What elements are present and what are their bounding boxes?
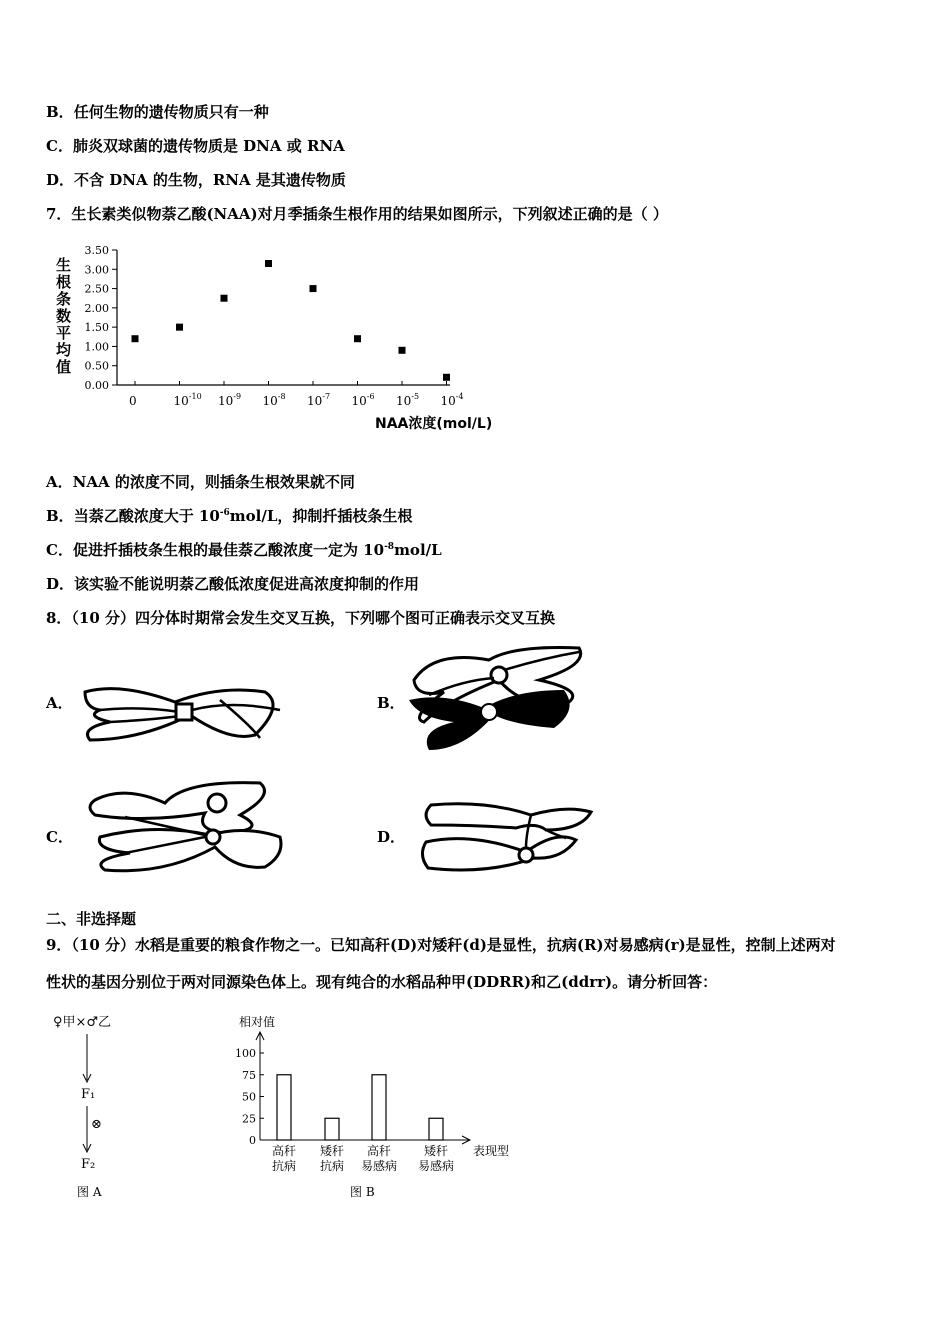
y-axis-label-char: 生 <box>56 256 72 274</box>
bar-category-label: 易感病 <box>417 1159 455 1173</box>
x-tick-label: $10^{-6}$ <box>351 392 375 408</box>
q6-option-d: D．不含 DNA 的生物，RNA 是其遗传物质 <box>46 171 346 189</box>
x-tick-label: $10^{-4}$ <box>440 392 464 408</box>
q9-line1: 9．（10 分）水稻是重要的粮食作物之一。已知高秆(D)对矮秆(d)是显性，抗病(R)对易感病(r)是显性，控制上述两对 <box>46 936 836 954</box>
x-tick-label: $10^{-5}$ <box>396 392 420 408</box>
data-point <box>399 347 406 354</box>
q8-option-a-label: A． <box>46 694 73 712</box>
data-point <box>221 295 228 302</box>
q7-option-c: C．促进扦插枝条生根的最佳萘乙酸浓度一定为 $10^{-8}mol/L$ <box>46 541 442 559</box>
chromosome-figure-b <box>404 640 594 755</box>
bar <box>429 1118 443 1140</box>
bar-category-label: 易感病 <box>360 1159 398 1173</box>
chromosome-figure-c <box>85 775 290 875</box>
q9-line2: 性状的基因分别位于两对同源染色体上。现有纯合的水稻品种甲(DDRR)和乙(ddrr)。请分析回答： <box>46 973 718 991</box>
y-tick-label: 3.50 <box>84 244 109 257</box>
cross-diagram <box>45 1010 165 1205</box>
chromosome-figure-d <box>416 800 596 872</box>
y-axis-label <box>56 256 72 376</box>
x-tick-label: $10^{-7}$ <box>307 392 331 408</box>
x-tick-label: $10^{-9}$ <box>218 392 242 408</box>
bar <box>372 1075 386 1140</box>
bar-category-label: 矮秆 <box>319 1144 345 1158</box>
q8-stem: 8．（10 分）四分体时期常会发生交叉互换，下列哪个图可正确表示交叉互换 <box>46 609 556 627</box>
x-axis-label: NAA浓度(mol/L) <box>375 416 493 432</box>
data-point <box>176 324 183 331</box>
figure-a-caption: 图 A <box>77 1185 102 1199</box>
bar <box>325 1118 339 1140</box>
q6-option-b: B．任何生物的遗传物质只有一种 <box>46 103 269 121</box>
y-axis-label-char: 数 <box>56 307 72 325</box>
bar-y-tick-label: 25 <box>242 1112 256 1126</box>
y-tick-label: 2.50 <box>84 282 109 296</box>
x-tick-label: $10^{-8}$ <box>262 392 286 408</box>
figure-b-caption: 图 B <box>350 1185 375 1199</box>
y-tick-label: 1.00 <box>84 340 109 354</box>
q8-option-d-label: D． <box>377 828 406 846</box>
bar-y-tick-label: 0 <box>249 1134 256 1147</box>
q7-option-b: B．当萘乙酸浓度大于 $10^{-6}mol/L$，抑制扦插枝条生根 <box>46 507 413 525</box>
q8-option-b-label: B． <box>377 694 405 712</box>
y-axis-label-char: 平 <box>56 324 72 342</box>
bar-y-tick-label: 100 <box>235 1047 256 1060</box>
bar-y-axis-label: 相对值 <box>239 1015 276 1029</box>
data-point <box>310 285 317 292</box>
y-tick-label: 0.00 <box>84 379 109 392</box>
data-point <box>132 335 139 342</box>
data-point <box>443 374 450 381</box>
bar-category-label: 抗病 <box>271 1159 297 1173</box>
q7-stem: 7．生长素类似物萘乙酸(NAA)对月季插条生根作用的结果如图所示，下列叙述正确的是（ ） <box>46 205 668 223</box>
q6-option-c: C．肺炎双球菌的遗传物质是 DNA 或 RNA <box>46 137 345 155</box>
q7-option-d: D．该实验不能说明萘乙酸低浓度促进高浓度抑制的作用 <box>46 575 420 593</box>
bar-category-label: 抗病 <box>319 1159 345 1173</box>
bar-x-axis-label: 表现型 <box>473 1144 510 1158</box>
bar-category-label: 矮秆 <box>423 1144 449 1158</box>
bar <box>277 1075 291 1140</box>
bar-category-label: 高秆 <box>366 1144 392 1158</box>
bar-y-tick-label: 50 <box>242 1090 256 1104</box>
cross-label: ♀甲×♂乙 <box>53 1015 112 1030</box>
phenotype-bar-chart <box>225 1010 525 1205</box>
x-tick-label: 0 <box>129 394 137 408</box>
data-point <box>354 335 361 342</box>
y-axis-label-char: 根 <box>56 273 72 291</box>
f2-label: F₂ <box>81 1157 96 1172</box>
q7-option-a: A．NAA 的浓度不同，则插条生根效果就不同 <box>46 473 355 491</box>
f1-label: F₁ <box>81 1087 96 1102</box>
y-axis-label-char: 条 <box>56 290 72 308</box>
y-tick-label: 2.00 <box>84 301 109 315</box>
y-axis-label-char: 均 <box>56 341 72 359</box>
naa-scatter-chart <box>50 240 530 440</box>
data-point <box>265 260 272 267</box>
section-title: 二、非选择题 <box>46 910 137 928</box>
bar-category-label: 高秆 <box>271 1144 297 1158</box>
q8-option-c-label: C． <box>46 828 73 846</box>
y-tick-label: 0.50 <box>84 359 109 373</box>
y-tick-label: 3.00 <box>84 263 109 277</box>
selfing-symbol: ⊗ <box>91 1117 102 1132</box>
bar-y-tick-label: 75 <box>242 1068 256 1082</box>
chromosome-figure-a <box>80 680 290 750</box>
x-tick-label: $10^{-10}$ <box>173 392 202 408</box>
y-tick-label: 1.50 <box>84 321 109 335</box>
y-axis-label-char: 值 <box>56 358 72 376</box>
